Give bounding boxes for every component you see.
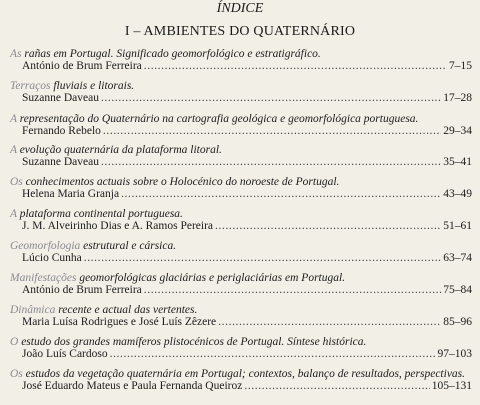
- dot-leader: [218, 316, 441, 328]
- entry-author: J. M. Alveirinho Dias e A. Ramos Pereira: [22, 220, 214, 232]
- index-entry: [8, 113, 472, 137]
- entry-author-row: [8, 125, 472, 137]
- entry-author-row: [8, 380, 472, 392]
- entry-title-rest: recente e actual das vertentes.: [55, 304, 198, 316]
- index-entry: [8, 304, 472, 328]
- entry-title-rest: fluviais e litorais.: [50, 80, 135, 92]
- dot-leader: [84, 252, 442, 264]
- entry-author: Suzanne Daveau: [22, 156, 99, 168]
- entry-title-rest: geomorfológicas glaciárias e periglaciárias em Portugal.: [76, 272, 346, 284]
- entry-author: Suzanne Daveau: [22, 92, 99, 104]
- entry-pages: 35–41: [443, 156, 472, 168]
- entry-title-rest: estudo dos grandes mamíferos plistocénicos de Portugal. Síntese histórica.: [18, 336, 367, 348]
- entry-title-rest: conhecimentos actuais sobre o Holocénico do noroeste de Portugal.: [22, 176, 340, 188]
- dot-leader: [244, 380, 429, 392]
- dot-leader: [101, 92, 441, 104]
- entry-author-row: [8, 252, 472, 264]
- entry-author-row: [8, 284, 472, 296]
- entry-title-rest: rañas em Portugal. Significado geomorfológico e estratigráfico.: [21, 48, 321, 60]
- index-entry: [8, 240, 472, 264]
- entry-author-row: [8, 60, 472, 72]
- entry-title-first-word: Dinâmica: [10, 304, 56, 316]
- entry-pages: 85–96: [443, 316, 472, 328]
- entry-title-rest: evolução quaternária da plataforma litoral.: [16, 144, 222, 156]
- entry-author-row: [8, 348, 472, 360]
- entry-author: Lúcio Cunha: [22, 252, 82, 264]
- entry-title-first-word: Terraços: [10, 80, 51, 92]
- entry-author: José Eduardo Mateus e Paula Fernanda Queiroz: [22, 380, 243, 392]
- index-entry: [8, 80, 472, 104]
- index-entry: [8, 208, 472, 232]
- entry-title-rest: plataforma continental portuguesa.: [16, 208, 183, 220]
- entry-title-first-word: A: [10, 144, 17, 156]
- index-entry: [8, 48, 472, 72]
- entry-title: [8, 80, 472, 92]
- entry-author: António de Brum Ferreira: [22, 60, 142, 72]
- entry-title-first-word: A: [10, 113, 17, 125]
- entry-title-rest: representação do Quaternário na cartografia geológica e geomorfológica portuguesa.: [16, 113, 419, 125]
- entry-pages: 43–49: [443, 188, 472, 200]
- dot-leader: [144, 60, 447, 72]
- entry-title: [8, 113, 472, 125]
- index-entry: [8, 336, 472, 360]
- entry-author: Fernando Rebelo: [22, 125, 101, 137]
- index-heading: ÍNDICE: [216, 1, 264, 16]
- index-entry: [8, 144, 472, 168]
- index-entry: [8, 368, 472, 392]
- entry-title-first-word: Manifestações: [10, 272, 77, 284]
- entry-author: Maria Luísa Rodrigues e José Luís Zêzere: [22, 316, 217, 328]
- dot-leader: [215, 220, 441, 232]
- entry-title-first-word: O: [10, 336, 19, 348]
- entry-title-first-word: As: [10, 48, 22, 60]
- entry-author-row: [8, 220, 472, 232]
- entry-author: João Luís Cardoso: [22, 348, 108, 360]
- dot-leader: [101, 156, 441, 168]
- entry-author: Helena Maria Granja: [22, 188, 120, 200]
- entry-title-first-word: Geomorfologia: [10, 240, 81, 252]
- entry-author-row: [8, 92, 472, 104]
- entry-pages: 7–15: [449, 60, 472, 72]
- entry-title: [8, 176, 472, 188]
- dot-leader: [103, 125, 441, 137]
- section-title: I – AMBIENTES DO QUATERNÁRIO: [124, 24, 356, 39]
- entry-author-row: [8, 156, 472, 168]
- index-entry: [8, 176, 472, 200]
- entry-title: [8, 48, 472, 60]
- entries-list: [8, 48, 472, 392]
- entry-title: [8, 208, 472, 220]
- entry-pages: 17–28: [443, 92, 472, 104]
- entry-title-rest: estrutural e cársica.: [80, 240, 177, 252]
- entry-pages: 63–74: [443, 252, 472, 264]
- entry-pages: 29–34: [443, 125, 472, 137]
- entry-title: [8, 304, 472, 316]
- entry-title-first-word: Os: [10, 368, 23, 380]
- dot-leader: [110, 348, 436, 360]
- entry-pages: 51–61: [443, 220, 472, 232]
- entry-title-first-word: Os: [10, 176, 23, 188]
- dot-leader: [144, 284, 441, 296]
- entry-title: [8, 336, 472, 348]
- entry-title-first-word: A: [10, 208, 17, 220]
- entry-title: [8, 240, 472, 252]
- entry-pages: 75–84: [443, 284, 472, 296]
- entry-pages: 97–103: [437, 348, 472, 360]
- entry-author: António de Brum Ferreira: [22, 284, 142, 296]
- index-entry: [8, 272, 472, 296]
- entry-author-row: [8, 316, 472, 328]
- dot-leader: [121, 188, 441, 200]
- entry-pages: 105–131: [431, 380, 472, 392]
- entry-title: [8, 368, 472, 380]
- entry-title: [8, 272, 472, 284]
- entry-title: [8, 144, 472, 156]
- entry-title-rest: estudos da vegetação quaternária em Portugal; contextos, balanço de resultados, perspectivas.: [22, 368, 466, 380]
- entry-author-row: [8, 188, 472, 200]
